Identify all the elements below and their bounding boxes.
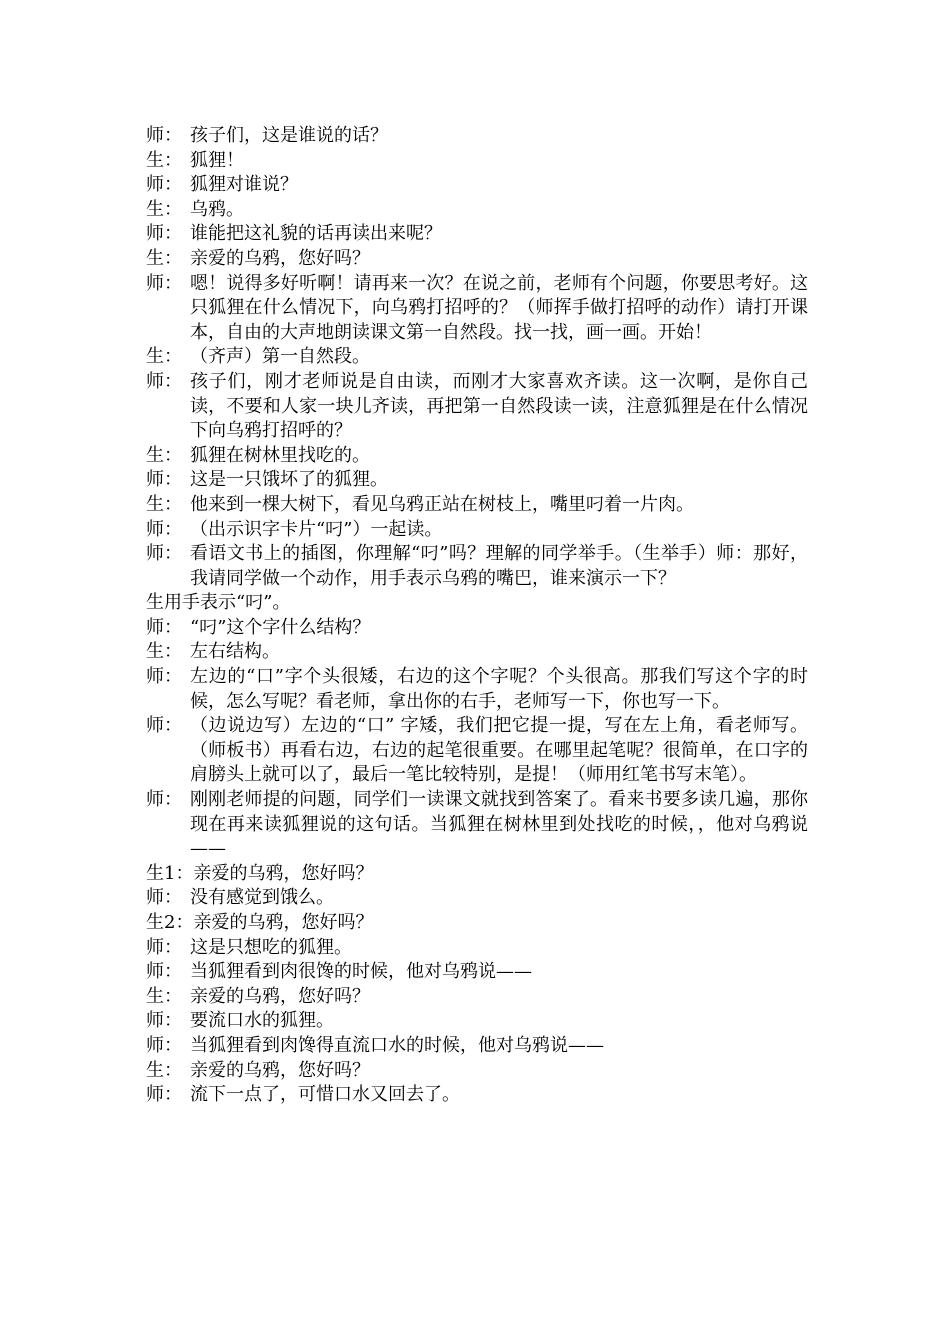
dialogue-line [146,936,808,961]
dialogue-line [146,1034,808,1059]
dialogue-line [146,1083,808,1108]
speech-text: “叼”这个字什么结构？ [190,616,371,638]
speaker-label: 师： [146,1010,182,1032]
speech-text: 没有感觉到饿么。 [190,887,334,909]
speaker-label: 生： [146,149,182,171]
dialogue-line [146,788,808,862]
dialogue-line [146,985,808,1010]
speech-text: 孩子们，这是谁说的话？ [190,125,388,146]
dialogue-line [146,862,808,887]
speaker-label: 生： [146,985,182,1007]
speech-text: 这是一只饿坏了的狐狸。 [190,469,388,491]
dialogue-line [146,911,808,936]
dialogue-line [146,714,808,788]
speaker-label: 师： [146,223,182,245]
dialogue-line [146,124,808,149]
speech-text: 当狐狸看到肉馋得直流口水的时候，他对乌鸦说—— [190,1034,604,1056]
dialogue-line [146,370,808,444]
dialogue-line [146,1059,808,1084]
speaker-label: 生： [146,493,182,515]
dialogue-line [146,149,808,174]
speech-text: 左边的“口”字个头很矮，右边的这个字呢？个头很高。那我们写这个字的时候，怎么写呢？看老师，拿出你的右手，老师写一下，你也写一下。 [190,666,808,712]
speaker-label: 师： [146,789,182,811]
dialogue-line [146,616,808,641]
speech-text: 左右结构。 [190,641,280,663]
speech-text: 狐狸对谁说？ [190,174,298,196]
dialogue-line [146,444,808,469]
dialogue-line [146,222,808,247]
speech-text: 流下一点了，可惜口水又回去了。 [190,1084,460,1106]
dialogue-line [146,173,808,198]
speaker-label: 生： [146,346,182,368]
dialogue-line [146,272,808,346]
dialogue-line [146,640,808,665]
speech-text: 当狐狸看到肉很馋的时候，他对乌鸦说—— [190,961,532,983]
speech-text: 狐狸！ [190,149,244,171]
narration-text: 生用手表示“叼”。 [146,592,291,614]
dialogue-line [146,468,808,493]
speech-text: 狐狸在树林里找吃的。 [190,444,370,466]
speech-text: 亲爱的乌鸦，您好吗？ [190,985,370,1007]
speaker-label: 生： [146,1059,182,1081]
dialogue-transcript [146,124,808,1108]
speaker-label: 生： [146,198,182,220]
speaker-label: 师： [146,125,182,146]
speaker-label: 师： [146,174,182,196]
speaker-label: 生2： [146,912,194,933]
speech-text: 孩子们，刚才老师说是自由读，而刚才大家喜欢齐读。这一次啊，是你自己读，不要和人家一块儿齐读，再把第一自然段读一读，注意狐狸是在什么情况下向乌鸦打招呼的？ [190,370,808,442]
dialogue-line [146,542,808,591]
speech-text: 亲爱的乌鸦，您好吗？ [193,912,374,933]
dialogue-line [146,345,808,370]
speech-text: 亲爱的乌鸦，您好吗？ [193,862,374,884]
speaker-label: 师： [146,1084,182,1106]
speaker-label: 生1： [146,862,194,884]
dialogue-line [146,665,808,714]
speaker-label: 师： [146,887,182,909]
speaker-label: 师： [146,272,182,294]
speech-text: 这是只想吃的狐狸。 [190,936,352,958]
speech-text: 刚刚老师提的问题，同学们一读课文就找到答案了。看来书要多读几遍，那你现在再来读狐狸说的这句话。当狐狸在树林里到处找吃的时候，，他对乌鸦说—— [190,789,808,860]
speaker-label: 师： [146,715,182,737]
speaker-label: 生： [146,247,182,269]
speaker-label: 师： [146,469,182,491]
speech-text: 亲爱的乌鸦，您好吗？ [190,1059,370,1081]
speech-text: （齐声）第一自然段。 [190,346,370,368]
dialogue-line [146,247,808,272]
speaker-label: 师： [146,370,182,392]
speech-text: （出示识字卡片“叼”）一起读。 [190,518,443,540]
speaker-label: 师： [146,666,182,688]
speech-text: 亲爱的乌鸦，您好吗？ [190,247,370,269]
speaker-label: 师： [146,616,182,638]
dialogue-line [146,1009,808,1034]
speech-text: 谁能把这礼貌的话再读出来呢？ [190,223,442,245]
speaker-label: 师： [146,1034,182,1056]
dialogue-line [146,591,808,616]
dialogue-line [146,198,808,223]
speech-text: 看语文书上的插图，你理解“叼”吗？理解的同学举手。（生举手）师：那好，我请同学做一个动作，用手表示乌鸦的嘴巴，谁来演示一下？ [190,543,808,589]
dialogue-line [146,518,808,543]
speech-text: 他来到一棵大树下，看见乌鸦正站在树枝上，嘴里叼着一片肉。 [190,493,694,515]
speaker-label: 师： [146,543,182,565]
dialogue-line [146,493,808,518]
speaker-label: 师： [146,936,182,958]
dialogue-line [146,960,808,985]
speech-text: （边说边写）左边的“口” 字矮，我们把它提一提，写在左上角，看老师写。（师板书）再看右边，右边的起笔很重要。在哪里起笔呢？很简单，在口字的肩膀头上就可以了，最后一笔比较特别，是提！（师用红笔书写末笔）。 [190,715,808,786]
speech-text: 要流口水的狐狸。 [190,1010,334,1032]
speech-text: 乌鸦。 [190,198,244,220]
dialogue-line [146,886,808,911]
speaker-label: 生： [146,444,182,466]
speech-text: 嗯！说得多好听啊！请再来一次？在说之前，老师有个问题，你要思考好。这只狐狸在什么情况下，向乌鸦打招呼的？（师挥手做打招呼的动作）请打开课本，自由的大声地朗读课文第一自然段。找一找，画一画。开始！ [190,272,808,343]
speaker-label: 师： [146,961,182,983]
speaker-label: 生： [146,641,182,663]
speaker-label: 师： [146,518,182,540]
